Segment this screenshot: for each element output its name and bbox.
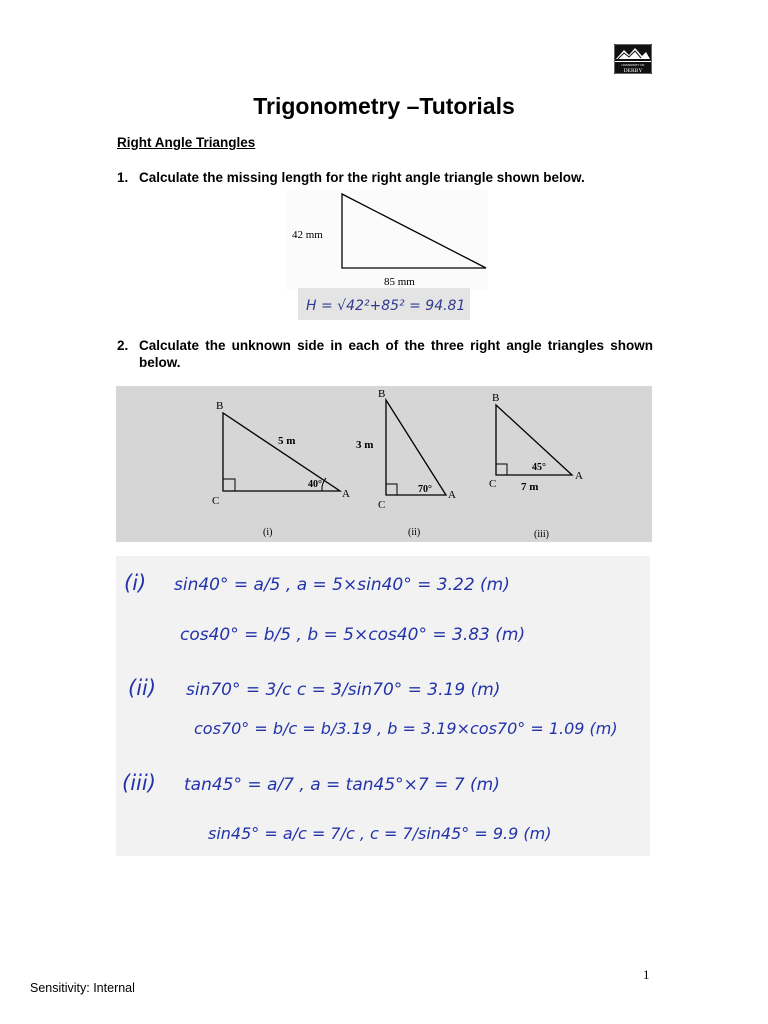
question-1-number: 1.	[117, 170, 129, 185]
page-number: 1	[643, 967, 650, 982]
tri-ii-side-label: 3 m	[356, 439, 374, 451]
handwritten-solutions	[116, 556, 650, 856]
tri-ii-vertex-a: A	[448, 489, 456, 501]
tri-ii-vertex-c: C	[378, 499, 386, 511]
solution-i-line1: sin40° = a/5 , a = 5×sin40° = 3.22 (m)	[174, 575, 510, 595]
tri-ii-angle-label: 70°	[418, 484, 432, 495]
solution-i-line2: cos40° = b/5 , b = 5×cos40° = 3.83 (m)	[180, 625, 526, 645]
page-title: Trigonometry –Tutorials	[253, 93, 515, 119]
question-2	[117, 337, 653, 371]
svg-text:DERBY: DERBY	[623, 68, 643, 74]
tri-iii-vertex-a: A	[575, 470, 583, 482]
tri-iii-vertex-b: B	[492, 392, 500, 404]
tri-iii-angle-label: 45°	[532, 462, 546, 473]
tri-ii-vertex-b: B	[378, 388, 386, 400]
sensitivity-label: Sensitivity: Internal	[30, 981, 135, 995]
question-1-text: Calculate the missing length for the right angle triangle shown below.	[139, 170, 585, 185]
svg-text:UNIVERSITY OF: UNIVERSITY OF	[621, 63, 645, 67]
solution-iii-line1: tan45° = a/7 , a = tan45°×7 = 7 (m)	[184, 775, 500, 795]
solution-iii-label: (iii)	[122, 771, 156, 795]
solution-ii-label: (ii)	[128, 676, 157, 700]
tri-i-angle-label: 40°	[308, 479, 322, 490]
university-logo	[614, 44, 652, 74]
section-heading: Right Angle Triangles	[117, 135, 256, 150]
question-2-text: Calculate the unknown side in each of the three right angle triangles shown below.	[139, 338, 653, 370]
q1-answer: H = √42²+85² = 94.81	[306, 298, 466, 314]
tri-iii-caption: (iii)	[534, 529, 549, 540]
solution-ii-line1: sin70° = 3/c c = 3/sin70° = 3.19 (m)	[186, 680, 501, 700]
question-1-triangle-figure	[286, 190, 488, 290]
tri-iii-side-label: 7 m	[521, 481, 539, 493]
q1-vertical-label: 42 mm	[292, 229, 323, 241]
tri-i-vertex-a: A	[342, 488, 350, 500]
question-2-triangles-figure	[116, 386, 652, 542]
solution-ii-line2: cos70° = b/c = b/3.19 , b = 3.19×cos70° = 1.09 (m)	[194, 719, 618, 738]
question-2-number: 2.	[117, 338, 129, 353]
question-1-answer-box	[298, 288, 470, 320]
solution-iii-line2: sin45° = a/c = 7/c , c = 7/sin45° = 9.9 (m)	[208, 824, 552, 843]
tri-ii-caption: (ii)	[408, 527, 421, 538]
tri-i-vertex-c: C	[212, 495, 220, 507]
question-1	[117, 169, 657, 186]
tri-i-side-label: 5 m	[278, 435, 296, 447]
tri-i-caption: (i)	[263, 527, 273, 538]
q1-horizontal-label: 85 mm	[384, 276, 415, 288]
solution-i-label: (i)	[124, 571, 147, 595]
tri-iii-vertex-c: C	[489, 478, 497, 490]
tri-i-vertex-b: B	[216, 400, 224, 412]
